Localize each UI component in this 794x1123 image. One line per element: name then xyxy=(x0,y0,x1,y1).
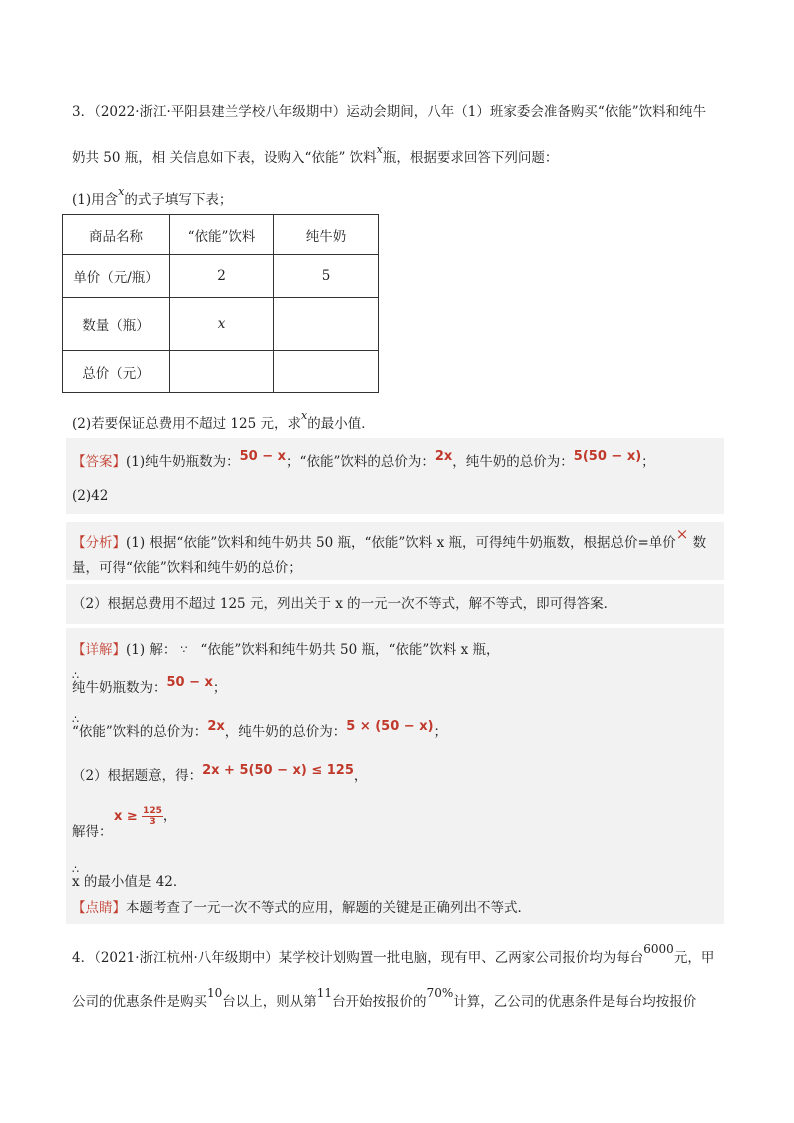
therefore-icon: ∴ xyxy=(72,713,79,726)
q4-text-1a: 4．（2021·浙江杭州·八年级期中）某学校计划购置一批电脑，现有甲、乙两家公司报价均为每台 xyxy=(72,950,644,966)
detail-math-2: 50 − x xyxy=(166,675,213,690)
table-cell: 数量（瓶） xyxy=(63,298,170,351)
analysis-tag: 【分析】 xyxy=(72,535,126,551)
q3-line1-text: 3．（2022·浙江·平阳县建兰学校八年级期中）运动会期间，八年（1）班家委会准备购买“依能”饮料和纯牛 xyxy=(72,104,707,120)
table-cell: 5 xyxy=(274,255,379,298)
q3-line2 xyxy=(72,143,559,169)
detail-text-5a: 解得： xyxy=(72,824,113,840)
q3-part2 xyxy=(72,409,375,435)
table-cell: 总价（元） xyxy=(63,351,170,393)
answer-text-4: ； xyxy=(641,454,655,470)
q3-part1-text-b: 的式子填写下表； xyxy=(124,192,233,208)
table-row xyxy=(63,351,379,393)
table-cell xyxy=(274,351,379,393)
q4-text-1b: 元，甲 xyxy=(673,950,715,966)
q3-line2-var: x xyxy=(376,143,383,156)
detail-line4 xyxy=(72,763,368,787)
answer-math-3: 5(50 − x) xyxy=(573,449,642,464)
detail-math-3b: 5 × (50 − x) xyxy=(346,719,434,734)
times-icon: × xyxy=(675,525,689,543)
detail-line2 xyxy=(72,675,227,699)
table-cell xyxy=(170,351,274,393)
q3-part1-text-a: (1)用含 xyxy=(72,192,119,208)
detail-math-5 xyxy=(114,806,176,827)
info-table xyxy=(62,214,379,393)
q4-text-2d: 计算，乙公司的优惠条件是每台均按报价 xyxy=(453,994,697,1010)
detail-text-5b: ， xyxy=(162,808,177,824)
q3-line1 xyxy=(72,102,706,122)
table-cell: 2 xyxy=(170,255,274,298)
fraction xyxy=(142,806,163,827)
q4-num-1: 6000 xyxy=(643,942,674,956)
q4-text-2b: 台以上，则从第 xyxy=(222,994,317,1010)
detail-math-3: 2x xyxy=(207,719,225,734)
q3-part2-text-b: 的最小值． xyxy=(307,416,375,432)
q3-line2-text-a: 奶共 50 瓶，相 关信息如下表，设购入“依能” 饮料 xyxy=(72,150,377,166)
table-cell: 单价（元/瓶） xyxy=(63,255,170,298)
answer-math-2: 2x xyxy=(434,449,453,464)
q3-part2-var: x xyxy=(300,409,308,422)
analysis-line1 xyxy=(72,525,707,553)
answer-text-3: ，纯牛奶的总价为： xyxy=(452,454,574,470)
answer-line2: (2)42 xyxy=(72,488,109,504)
table-cell: x xyxy=(170,298,274,351)
answer-math-1: 50 − x xyxy=(239,449,287,464)
table-cell xyxy=(274,298,379,351)
q3-part1 xyxy=(72,185,233,211)
q3-line2-text-b: 瓶，根据要求回答下列问题： xyxy=(382,150,559,166)
analysis-line2: 量，可得“依能”饮料和纯牛奶的总价； xyxy=(72,560,302,576)
detail-line1: 【详解】(1) 解： ∵ “依能”饮料和纯牛奶共 50 瓶，“依能”饮料 x 瓶， xyxy=(72,642,500,658)
detail-text-3a: “依能”饮料的总价为： xyxy=(72,724,208,740)
comment-tag: 【点睛】 xyxy=(72,900,126,916)
table-row xyxy=(63,298,379,351)
answer-line1 xyxy=(72,449,655,473)
detail-text-4b: ， xyxy=(353,768,368,784)
detail-line3 xyxy=(72,719,448,743)
detail-line6: x 的最小值是 42． xyxy=(72,874,187,890)
therefore-icon: ∴ xyxy=(72,863,79,876)
q4-text-2a: 公司的优惠条件是购买 xyxy=(72,994,207,1010)
detail-text-4a: （2）根据题意，得： xyxy=(72,768,203,784)
answer-text-1: (1)纯牛奶瓶数为： xyxy=(126,454,240,470)
detail-text-2b: ； xyxy=(212,680,227,696)
therefore-icon: ∴ xyxy=(72,669,79,682)
q4-num-2: 10 xyxy=(207,986,223,1000)
detail-math-4: 2x + 5(50 − x) ≤ 125 xyxy=(202,763,354,778)
q3-part1-var: x xyxy=(118,185,125,198)
detail-tag: 【详解】 xyxy=(72,642,126,658)
analysis-text-1b: 数 xyxy=(688,535,707,551)
analysis-text-1: (1) 根据“依能”饮料和纯牛奶共 50 瓶，“依能”饮料 x 瓶，可得纯牛奶瓶数，根据总价=单价 xyxy=(126,535,676,551)
analysis-line3: （2）根据总费用不超过 125 元，列出关于 x 的一元一次不等式，解不等式，即可得答案． xyxy=(72,596,618,612)
detail-text-3b: ，纯牛奶的总价为： xyxy=(224,724,347,740)
q4-line2 xyxy=(72,986,697,1012)
detail-text-1b: “依能”饮料和纯牛奶共 50 瓶，“依能”饮料 x 瓶， xyxy=(200,642,500,658)
answer-text-2: ；“依能”饮料的总价为： xyxy=(286,454,435,470)
q3-part2-text-a: (2)若要保证总费用不超过 125 元，求 xyxy=(72,416,301,432)
comment-text: 本题考查了一元一次不等式的应用，解题的关键是正确列出不等式． xyxy=(126,900,531,916)
q4-num-3: 11 xyxy=(316,986,333,1000)
table-header-cell: 纯牛奶 xyxy=(274,215,379,255)
detail-text-3c: ； xyxy=(433,724,448,740)
detail-line5 xyxy=(72,822,113,842)
table-header-row xyxy=(63,215,379,255)
table-row xyxy=(63,255,379,298)
table-header-cell: 商品名称 xyxy=(63,215,170,255)
fraction-numerator: 125 xyxy=(143,806,162,816)
comment-line xyxy=(72,898,531,918)
q4-num-4: 70% xyxy=(426,986,454,1000)
detail-text-1a: (1) 解： xyxy=(126,642,177,658)
detail-math-5-ineq: x ≥ xyxy=(114,809,138,824)
table-header-cell: “依能”饮料 xyxy=(170,215,274,255)
answer-tag: 【答案】 xyxy=(72,454,126,470)
q4-line1 xyxy=(72,942,715,968)
detail-text-2a: 纯牛奶瓶数为： xyxy=(72,680,167,696)
fraction-denominator: 3 xyxy=(149,817,156,827)
q4-text-2c: 台开始按报价的 xyxy=(332,994,427,1010)
